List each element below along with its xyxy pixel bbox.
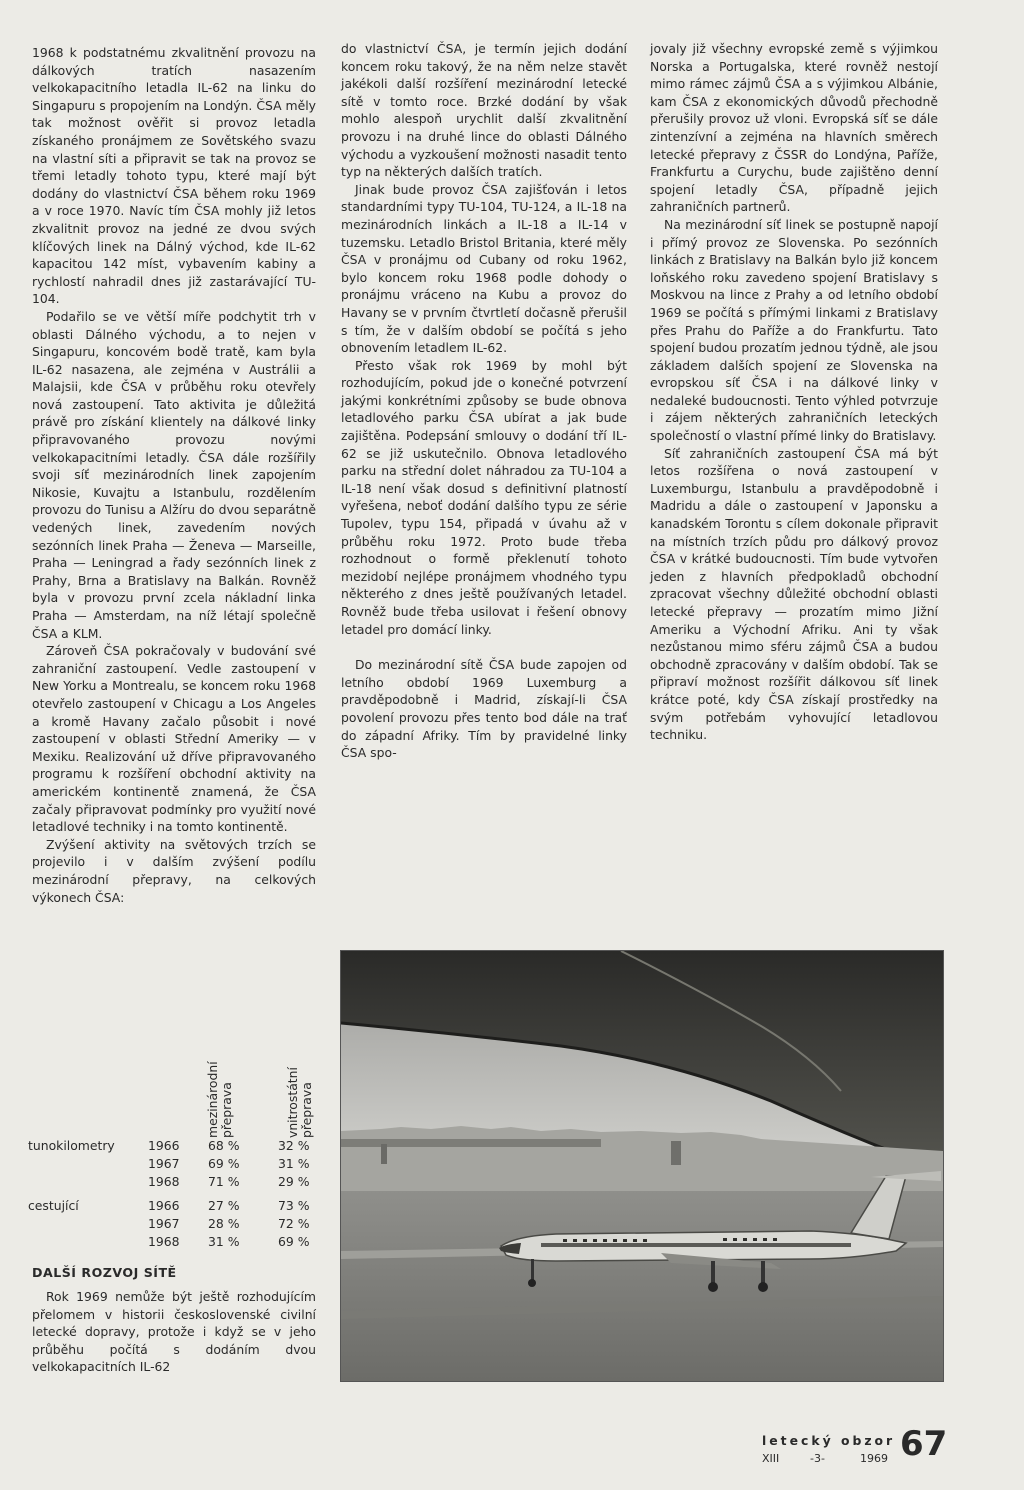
table-row <box>30 1198 330 1216</box>
row-domestic: 29 % <box>278 1174 310 1189</box>
column-3 <box>650 40 938 744</box>
table-row <box>30 1234 330 1252</box>
paragraph: Síť zahraničních zastoupení ČSA má být letos rozšířena o nová zastoupení v Luxemburgu, Istanbulu a pravděpodobně i Madridu a dále o zastoupení v Japonsku a kanadském Torontu s cílem dokonale připravit na místních trzích půdu pro dálkový provoz ČSA v krátké budoucnosti. Tím bude vytvořen jeden z hlavních předpokladů obchodní zpracovat všechny důležité obchodní oblasti letecké přepravy — prozatím mimo Jižní Ameriku a Východní Afriku. Ani ty však nezůstanou mimo sféru zájmů ČSA a budou obchodně zpracovány v dalším období. Tak se připraví možnost rozšířit dálkovou síť linek krátce poté, kdy ČSA získají prostředky na svým potřebám vyhovující letadlovou techniku. <box>650 445 938 743</box>
paragraph: Podařilo se ve větší míře podchytit trh v oblasti Dálného východu, a to nejen v Singapuru, koncovém bodě tratě, kam byla IL-62 nasazena, ale zejména v Austrálii a Malajsii, kde ČSA v průběhu roku otevřely nová zastoupení. Tato aktivita je důležitá právě pro získání klientely na dálkové linky připravovaného provozu novými velkokapacitními letadly. ČSA dále rozšířily svoji síť mezinárodních linek zapojením Nikosie, Kuvajtu a Istanbulu, rozdělením provozu do Tunisu a Alžíru do dvou separátně vedených linek, zavedením nových sezónních linek Praha — Ženeva — Marseille, Praha — Leningrad a řady sezónních linek z Prahy, Brna a Bratislavy na Balkán. Rovněž byla v provozu první zcela nákladní linka Praha — Amsterdam, na níž létají společně ČSA a KLM. <box>32 308 316 641</box>
header-domestic: vnitrostátní přeprava <box>285 1067 314 1138</box>
volume: XIII <box>762 1452 780 1465</box>
magazine-title: letecký obzor <box>762 1433 896 1448</box>
header-international: mezinárodní přeprava <box>205 1061 234 1138</box>
table-row <box>30 1138 330 1156</box>
table-row <box>30 1156 330 1174</box>
column-1 <box>32 44 316 906</box>
column-2 <box>341 40 627 762</box>
paragraph: Přesto však rok 1969 by mohl být rozhodujícím, pokud jde o konečné potvrzení jakými konkrétními způsoby se bude obnova letadlového parku ČSA ubírat a jak bude zajištěna. Podepsání smlouvy o dodání tří IL-62 se již uskutečnilo. Obnova letadlového parku na střední dolet náhradou za TU-104 a IL-18 není však dosud s definitivní platností vyřešena, neboť dodání dalšího typu ze série Tupolev, typu 154, připadá v úvahu až v průběhu roku 1972. Proto bude třeba rozhodnout o formě překlenutí tohoto mezidobí nejlépe pronájmem vhodného typu některého z dnes ještě používaných letadel. Rovněž bude třeba usilovat i řešení obnovy letadel pro domácí linky. <box>341 357 627 637</box>
row-international: 69 % <box>208 1156 240 1171</box>
paragraph: jovaly již všechny evropské země s výjimkou Norska a Portugalska, které rovněž nestojí mimo rámec zájmů ČSA a s výjimkou Albánie, kam ČSA z ekonomických důvodů přechodně přerušily provoz už vloni. Evropská síť se dále zintenzívní a zejména na hlavních směrech letecké přepravy z ČSSR do Londýna, Paříže, Frankfurtu a Curychu, bude zajištěno denní spojení letadly ČSA, případně jejich zahraničních partnerů. <box>650 41 938 215</box>
year: 1969 <box>860 1452 888 1465</box>
page-number: 67 <box>900 1424 948 1464</box>
row-domestic: 32 % <box>278 1138 310 1153</box>
row-domestic: 31 % <box>278 1156 310 1171</box>
row-domestic: 72 % <box>278 1216 310 1231</box>
row-year: 1966 <box>148 1138 180 1153</box>
paragraph: Do mezinárodní sítě ČSA bude zapojen od letního období 1969 Luxemburg a pravděpodobně i Madrid, získají-li ČSA povolení provozu přes tento bod dále na trať do západní Afriky. Tím by pravidelné linky ČSA spo- <box>341 657 627 761</box>
row-domestic: 69 % <box>278 1234 310 1249</box>
aircraft-photo <box>340 950 944 1382</box>
paragraph: Rok 1969 nemůže být ještě rozhodujícím přelomem v historii československé civilní letecké dopravy, protože i když se v jeho průběhu počítá s dodáním dvou velkokapacitních IL-62 <box>32 1289 316 1375</box>
apron <box>341 1191 943 1381</box>
table-row <box>30 1216 330 1234</box>
row-international: 71 % <box>208 1174 240 1189</box>
paragraph: Zvýšení aktivity na světových trzích se projevilo i v dalším zvýšení podílu mezinárodní přepravy, na celkových výkonech ČSA: <box>32 836 316 905</box>
paragraph: Na mezinárodní síť linek se postupně napojí i přímý provoz ze Slovenska. Po sezónních linkách z Bratislavy na Balkán bylo již koncem loňského roku zavedeno spojení Bratislavy s Moskvou na lince z Prahy a od letního období 1969 se počítá s přímými linkami z Bratislavy přes Prahu do Paříže a do Frankfurtu. Tato spojení budou prozatím jednou týdně, ale jsou základem dalších spojení ze Slovenska na evropskou síť ČSA i na dálkové linky v nedaleké budoucnosti. Tento výhled potvrzuje i zájem některých zahraničních leteckých společností o vlastní přímé linky do Bratislavy. <box>650 216 938 444</box>
row-international: 68 % <box>208 1138 240 1153</box>
row-year: 1967 <box>148 1216 180 1231</box>
row-label: cestující <box>28 1198 79 1213</box>
table-row <box>30 1174 330 1192</box>
row-international: 31 % <box>208 1234 240 1249</box>
paragraph: do vlastnictví ČSA, je termín jejich dodání koncem roku takový, že na něm nelze stavět jakékoli další rozšíření mezinárodní letecké sítě v tomto roce. Brzké dodání by však mohlo alespoň urychlit další zkvalitnění provozu i na druhé lince do oblasti Dálného východu a vyzkoušení možnosti nasadit tento typ na některých dalších tratích. <box>341 41 627 180</box>
row-international: 27 % <box>208 1198 240 1213</box>
row-international: 28 % <box>208 1216 240 1231</box>
airport-scene <box>341 951 943 1381</box>
paragraph: Jinak bude provoz ČSA zajišťován i letos standardními typy TU-104, TU-124, a IL-18 na mezinárodních linkách a IL-18 a IL-14 v tuzemsku. Letadlo Bristol Britania, které měly ČSA v pronájmu od Cubany od roku 1962, bylo koncem roku 1968 podle dohody o pronájmu vráceno na Kubu a provoz do Havany se v prvním čtvrtletí dočasně přerušil s tím, že v dalším období se počítá s jeho obnovením letadlem IL-62. <box>341 181 627 356</box>
paragraph: 1968 k podstatnému zkvalitnění provozu na dálkových tratích nasazením velkokapacitního letadla IL-62 na linku do Singapuru s propojením na Londýn. ČSA měly tak možnost ověřit si provoz letadla získaného pronájmem ze Sovětského svazu na vlastní síti a připravit se tak na provoz se třemi letadly tohoto typu, které mají být dodány do vlastnictví ČSA během roku 1969 a v roce 1970. Navíc tím ČSA mohly již letos zkvalitnit provoz na jedné ze dvou svých klíčových linek na Dálný východ, kde IL-62 kapacitou 142 míst, vybavením kabiny a rychlostí nahradil dnes již zastarávající TU-104. <box>32 45 316 307</box>
row-year: 1968 <box>148 1234 180 1249</box>
issue-number: -3- <box>810 1452 825 1465</box>
paragraph: Zároveň ČSA pokračovaly v budování své zahraniční zastoupení. Vedle zastoupení v New Yorku a Montrealu, se koncem roku 1968 otevřelo zastoupení v Chicagu a Los Angeles a kromě Havany začalo působit i nové zastoupení v oblasti Střední Ameriky — v Mexiku. Realizování už dříve připravovaného programu k rozšíření obchodní aktivity na americkém kontinentě znamená, že ČSA začaly připravovat podmínky pro využití nové letadlové techniky i na tomto kontinentě. <box>32 643 316 835</box>
row-label: tunokilometry <box>28 1138 115 1153</box>
row-domestic: 73 % <box>278 1198 310 1213</box>
statistics-table <box>30 1040 330 1265</box>
row-year: 1966 <box>148 1198 180 1213</box>
row-year: 1968 <box>148 1174 180 1189</box>
row-year: 1967 <box>148 1156 180 1171</box>
section-heading: DALŠÍ ROZVOJ SÍTĚ <box>32 1265 177 1280</box>
column-1-continued <box>32 1288 316 1376</box>
